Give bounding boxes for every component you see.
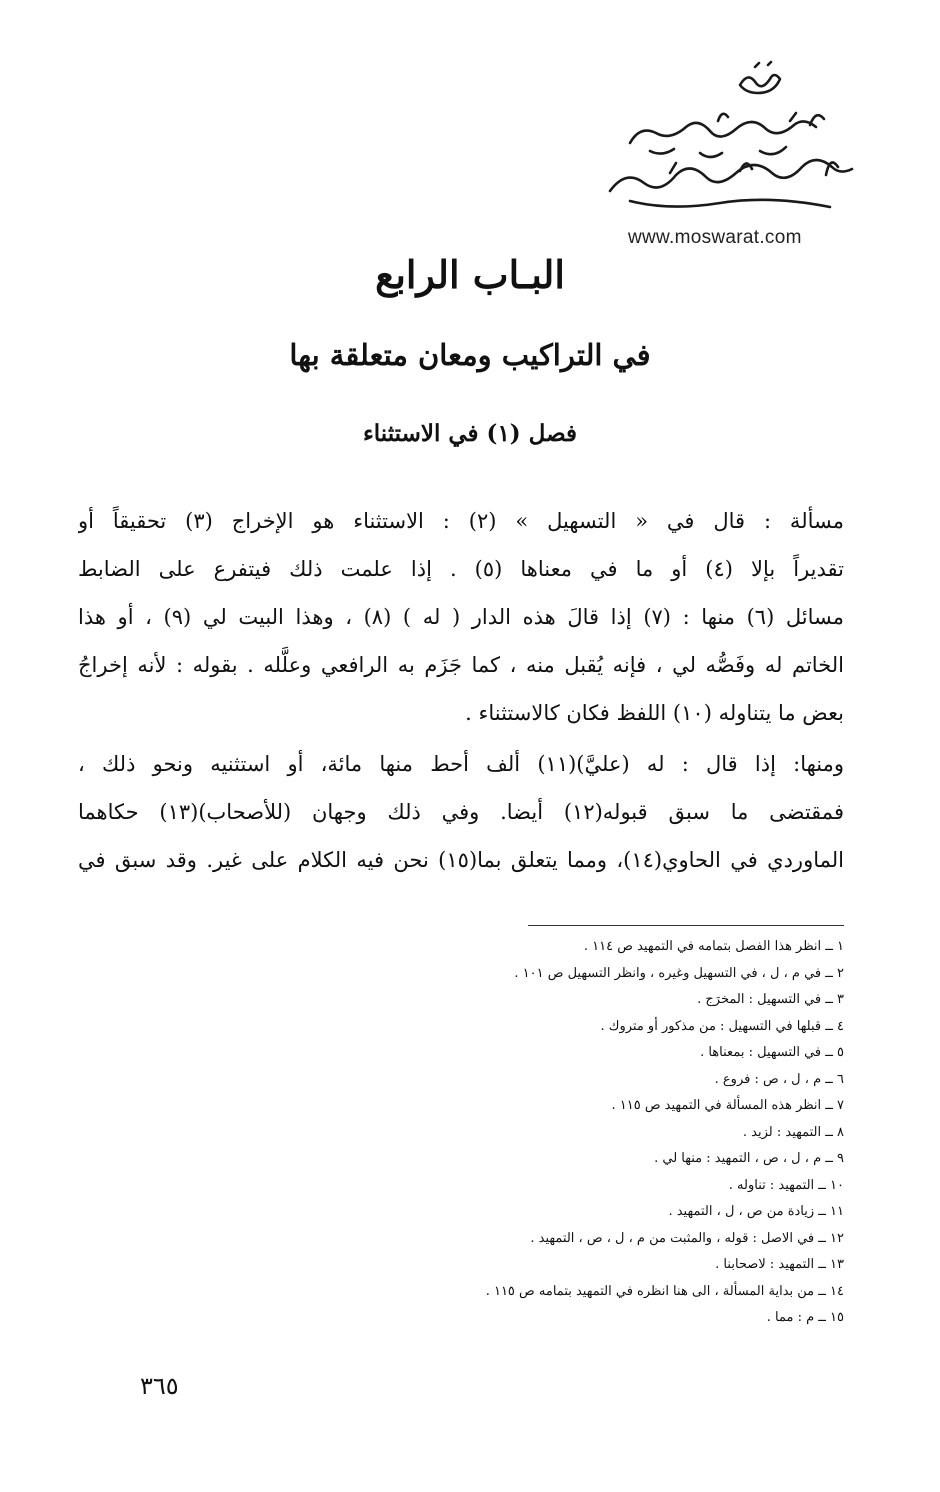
text-line: فمقتضى ما سبق قبوله(١٢) أيضا. وفي ذلك وجهان (للأصحاب)(١٣) حكاهما (78, 800, 844, 824)
library-stamp (590, 55, 860, 250)
text-line: مسائل (٦) منها : (٧) إذا قالَ هذه الدار ( له ) (٨) ، وهذا البيت لي (٩) ، أو هذا (78, 605, 844, 629)
chapter-title: البـاب الرابع (375, 252, 565, 297)
calligraphy-stamp-icon (590, 55, 860, 225)
text-line: بعض ما يتناوله (١٠) اللفظ فكان كالاستثناء . (465, 701, 844, 725)
text-line: الخاتم له وفَصُّه لي ، فإنه يُقبل منه ، كما جَزَم به الرافعي وعلَّله . بقوله : لأنه إخراجُ (78, 653, 844, 677)
stamp-url: www.moswarat.com (628, 227, 802, 248)
footnote: ١ ــ انظر هذا الفصل بتمامه في التمهيد ص ١١٤ . (583, 939, 844, 954)
footnote: ٤ ــ قبلها في التسهيل : من مذكور أو متروك . (600, 1018, 844, 1034)
footnotes (300, 934, 844, 1332)
text-line: مسألة : قال في « التسهيل » (٢) : الاستثناء هو الإخراج (٣) تحقيقاً أو (78, 509, 844, 533)
footnote: ٧ ــ انظر هذه المسألة في التمهيد ص ١١٥ . (611, 1098, 844, 1113)
footnote: ٢ ــ في م ، ل ، في التسهيل وغيره ، وانظر التسهيل ص ١٠١ . (514, 965, 844, 981)
footnote: ١٣ ــ التمهيد : لاصحابنا . (715, 1257, 844, 1272)
footnote: ٣ ــ في التسهيل : المخرَج . (697, 992, 844, 1007)
text-line: تقديراً بإلا (٤) أو ما في معناها (٥) . إذا علمت ذلك فيتفرع على الضابط (78, 557, 844, 581)
section-title: فصل (١) في الاستثناء (362, 420, 578, 447)
footnote: ٩ ــ م ، ل ، ص ، التمهيد : منها لي . (654, 1151, 844, 1166)
footnote: ١٥ ــ م : مما . (766, 1310, 844, 1325)
chapter-subtitle: في التراكيب ومعان متعلقة بها (289, 338, 651, 372)
footnote: ١٠ ــ التمهيد : تناوله . (728, 1177, 844, 1193)
footnote: ١٢ ــ في الاصل : قوله ، والمثبت من م ، ل ، ص ، التمهيد . (530, 1230, 844, 1246)
footnote: ٥ ــ في التسهيل : بمعناها . (700, 1045, 844, 1060)
footnote: ٨ ــ التمهيد : لزيد . (742, 1124, 844, 1140)
footnote: ١٤ ــ من بداية المسألة ، الى هنا انظره في التمهيد بتمامه ص ١١٥ . (485, 1283, 844, 1299)
text-line: ومنها: إذا قال : له (عليَّ)(١١) ألف أحط منها مائة، أو استثنيه ونحو ذلك ، (78, 752, 844, 776)
page-number: ٣٦٥ (140, 1372, 179, 1400)
paragraph-1 (78, 497, 844, 737)
text-line: الماوردي في الحاوي(١٤)، ومما يتعلق بما(١٥) نحن فيه الكلام على غير. وقد سبق في (78, 848, 844, 872)
footnote: ١١ ــ زيادة من ص ، ل ، التمهيد . (668, 1204, 844, 1219)
footnote-divider (528, 925, 844, 926)
paragraph-2 (78, 740, 844, 884)
footnote: ٦ ــ م ، ل ، ص : فروع . (714, 1071, 844, 1087)
